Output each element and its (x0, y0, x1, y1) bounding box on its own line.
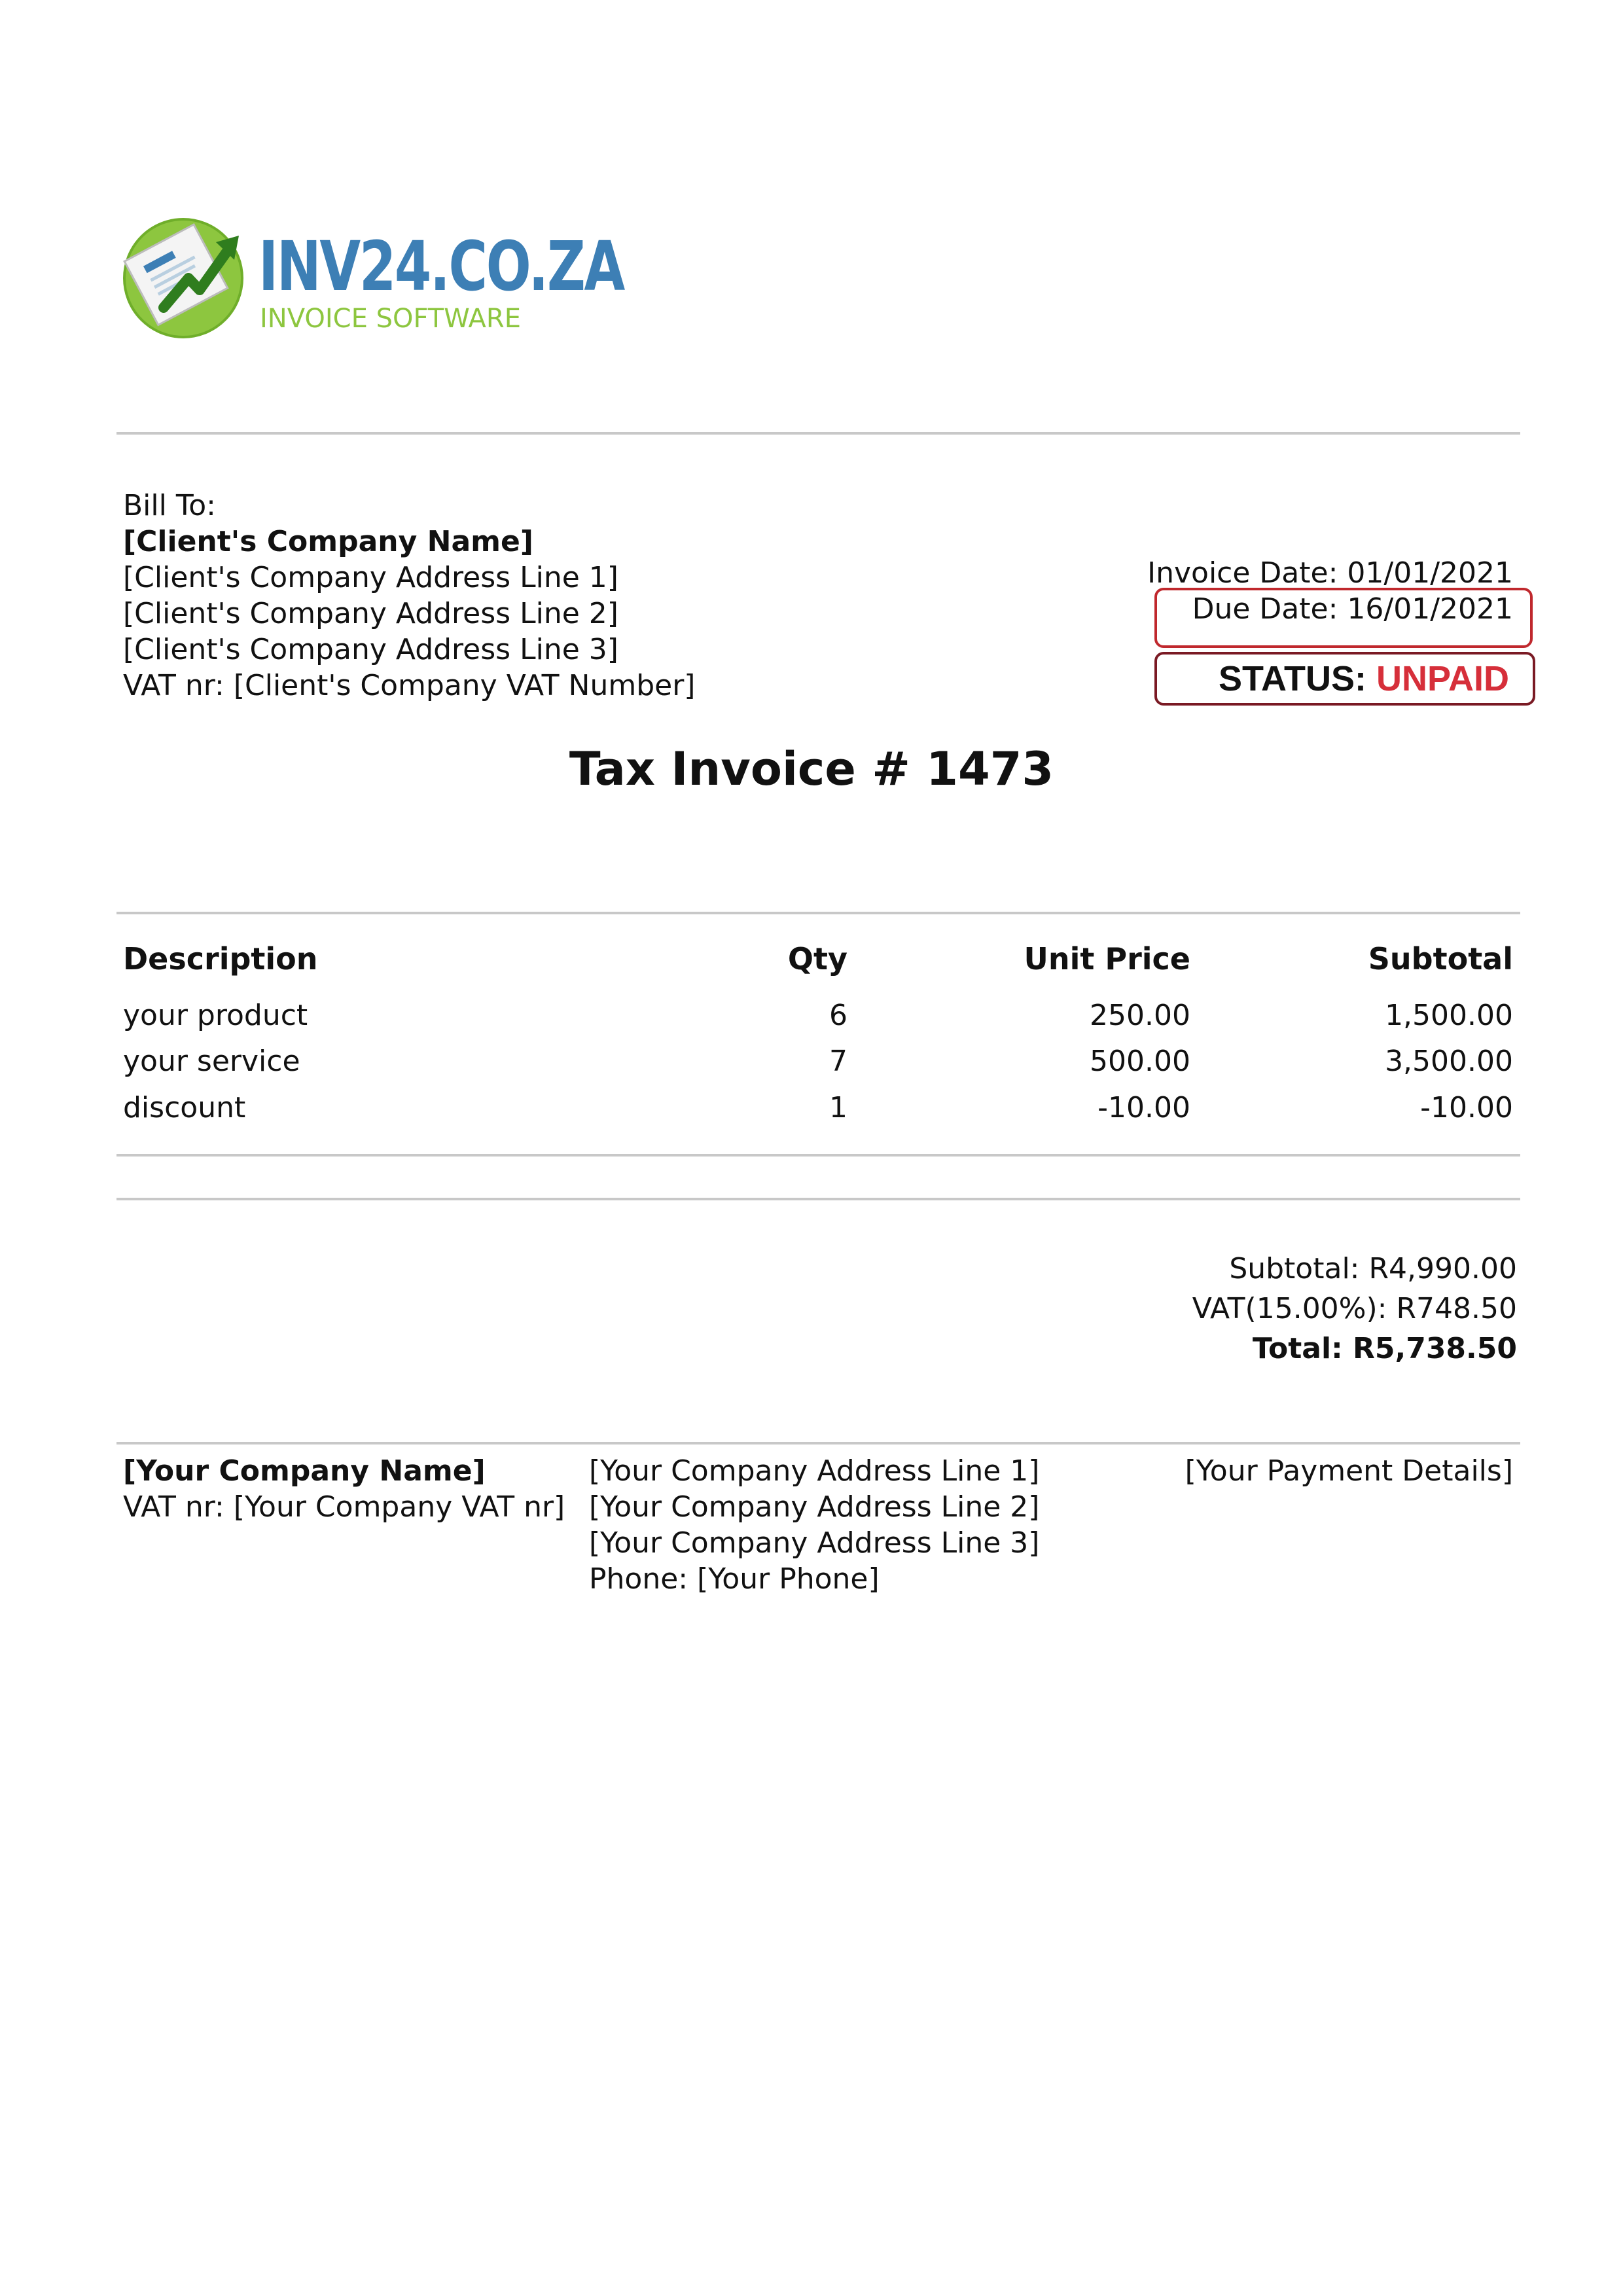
row-qty: 1 (829, 1091, 847, 1124)
invoice-title: Tax Invoice # 1473 (569, 742, 1054, 796)
invoice-date: Invoice Date: 01/01/2021 (1147, 556, 1513, 590)
row-description: your service (123, 1045, 300, 1078)
your-company-vat: VAT nr: [Your Company VAT nr] (123, 1490, 565, 1524)
status-value: UNPAID (1376, 659, 1509, 698)
table-row (0, 1047, 1623, 1093)
bill-to-block (123, 488, 695, 704)
status-badge (1154, 652, 1535, 706)
logo-wordmark: INV24.CO.ZA (259, 226, 624, 306)
column-header-description: Description (123, 941, 318, 977)
client-address-line-1: [Client's Company Address Line 1] (123, 561, 618, 594)
totals-grand-total: Total: R5,738.50 (1252, 1332, 1517, 1365)
your-phone: Phone: [Your Phone] (589, 1562, 880, 1596)
table-row (0, 1001, 1623, 1047)
row-subtotal: -10.00 (1420, 1091, 1513, 1124)
row-description: discount (123, 1091, 246, 1124)
due-date: Due Date: 16/01/2021 (1192, 592, 1513, 626)
your-company-name: [Your Company Name] (123, 1454, 486, 1488)
status-label: STATUS: (1219, 659, 1366, 698)
header-divider (116, 432, 1520, 435)
row-subtotal: 3,500.00 (1385, 1045, 1513, 1078)
footer-divider (116, 1442, 1520, 1444)
client-company-name: [Client's Company Name] (123, 525, 533, 558)
totals-vat: VAT(15.00%): R748.50 (1192, 1292, 1517, 1325)
bill-to-label: Bill To: (123, 489, 216, 522)
column-header-unit-price: Unit Price (1024, 941, 1190, 977)
footer-address (589, 1453, 1039, 1597)
totals-block (1192, 1249, 1517, 1369)
totals-subtotal: Subtotal: R4,990.00 (1229, 1252, 1517, 1285)
logo-tagline: INVOICE SOFTWARE (260, 304, 521, 334)
row-qty: 6 (829, 999, 847, 1032)
your-address-line-3: [Your Company Address Line 3] (589, 1526, 1040, 1560)
due-date-highlight (1154, 588, 1533, 648)
table-row (0, 1091, 1623, 1139)
client-vat-number: VAT nr: [Client's Company VAT Number] (123, 669, 696, 702)
row-subtotal: 1,500.00 (1385, 999, 1513, 1032)
row-qty: 7 (829, 1045, 847, 1078)
your-address-line-2: [Your Company Address Line 2] (589, 1490, 1040, 1524)
row-unit-price: 500.00 (1090, 1045, 1190, 1078)
column-header-subtotal: Subtotal (1368, 941, 1513, 977)
client-address-line-3: [Client's Company Address Line 3] (123, 633, 618, 666)
table-bottom-divider (116, 1154, 1520, 1157)
column-header-qty: Qty (787, 941, 847, 977)
logo-emblem-icon (118, 213, 255, 344)
row-unit-price: -10.00 (1097, 1091, 1190, 1124)
your-payment-details: [Your Payment Details] (1185, 1454, 1513, 1488)
client-address-line-2: [Client's Company Address Line 2] (123, 597, 618, 630)
your-address-line-1: [Your Company Address Line 1] (589, 1454, 1040, 1488)
footer-payment (1185, 1453, 1513, 1489)
row-description: your product (123, 999, 308, 1032)
table-top-divider (116, 912, 1520, 914)
company-logo (118, 213, 624, 344)
totals-divider (116, 1198, 1520, 1200)
footer-company (123, 1453, 565, 1525)
row-unit-price: 250.00 (1090, 999, 1190, 1032)
